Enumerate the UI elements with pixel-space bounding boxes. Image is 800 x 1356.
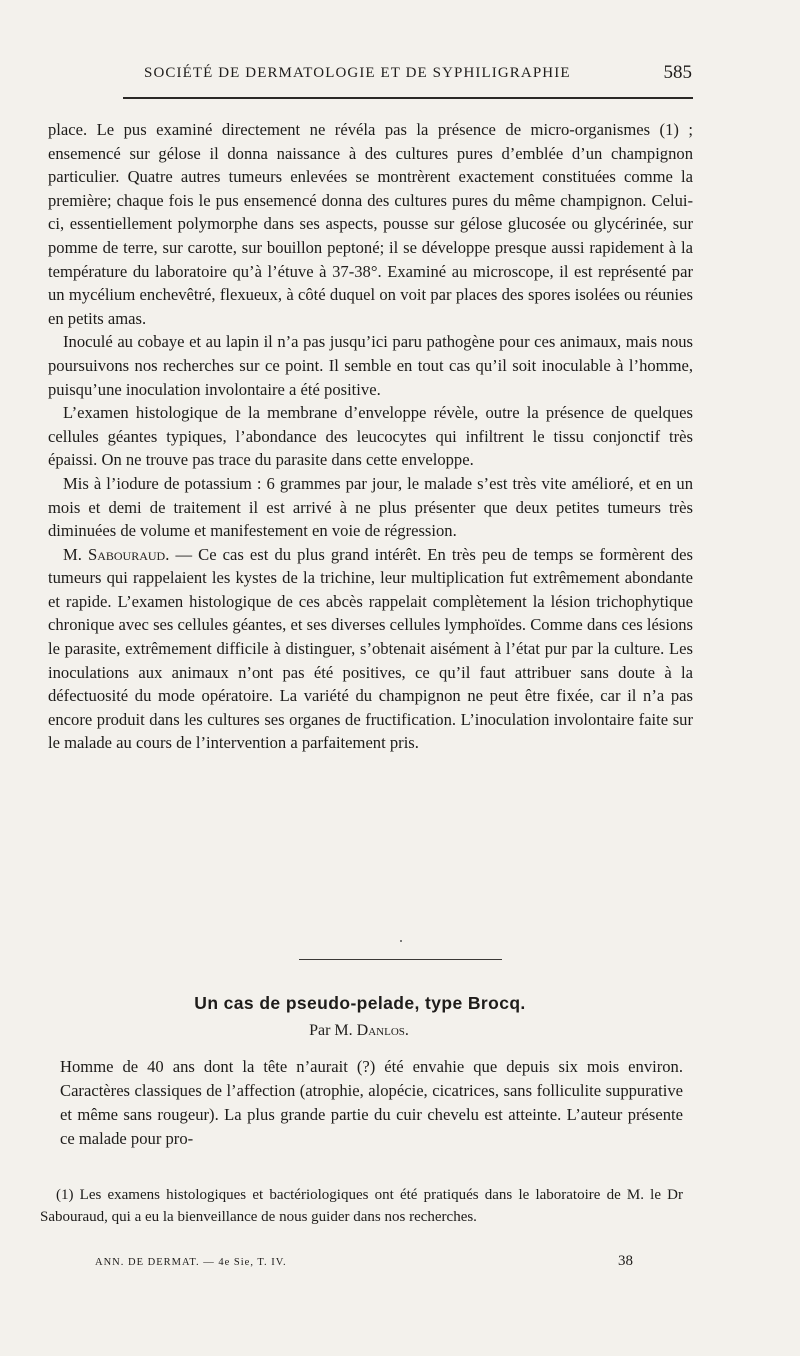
paragraph-sabouraud: [48, 543, 693, 755]
header-rule: [123, 97, 693, 99]
paragraph-4: Mis à l’iodure de potassium : 6 grammes par jour, le malade s’est très vite amélioré, et en un mois et demi de traitement il est arrivé à ne plus présenter que deux petites tumeurs très diminuées de volume et manifestement en voie de régression.: [48, 473, 693, 541]
paragraph-1: place. Le pus examiné directement ne révéla pas la présence de micro-organismes (1) ; ensemencé sur gélose il donna naissance à des cultures pures d’emblée d’un champignon particulier. Quatre autres tumeurs enlevées se montrèrent exactement constituées comme la première; chaque fois le pus ensemencé donna des cultures pures du même champignon. Celui-ci, essentiellement polymorphe dans ses aspects, pousse sur gélose glucosée ou glycérinée, sur pomme de terre, sur carotte, sur bouillon peptoné; il se développe presque aussi rapidement à la température du laboratoire qu’à l’étuve à 37-38°. Examiné au microscope, il est représenté par un mycélium enchevêtré, flexueux, à côté duquel on voit par places des spores isolées ou réunies en petits amas.: [48, 120, 693, 328]
paragraph-3: L’examen histologique de la membrane d’enveloppe révèle, outre la présence de quelques cellules géantes typiques, l’abondance des leucocytes qui infiltrent le tissu conjonctif très épaissi. On ne trouve pas trace du parasite dans cette enveloppe.: [48, 403, 693, 470]
section-author: [0, 1022, 718, 1040]
running-header: [120, 62, 692, 88]
section-title: Un cas de pseudo-pelade, type Brocq.: [194, 993, 526, 1013]
paragraph-2: Inoculé au cobaye et au lapin il n’a pas jusqu’ici paru pathogène pour ces animaux, mais nous poursuivons nos recherches sur ce point. Il semble en tout cas qu’il soit inoculable à l’homme, puisqu’une inoculation involontaire a été positive.: [48, 332, 693, 399]
signature-number: 38: [618, 1253, 633, 1269]
separator-dot: [400, 940, 402, 942]
printer-signature: ANN. DE DERMAT. — 4e Sie, T. IV.: [95, 1257, 287, 1268]
running-header-title: SOCIÉTÉ DE DERMATOLOGIE ET DE SYPHILIGRAPHIE: [144, 65, 571, 81]
author-prefix: Par M.: [309, 1022, 357, 1039]
body-text: [48, 118, 693, 755]
footnote: [40, 1184, 683, 1228]
page-number: 585: [663, 62, 692, 83]
speaker-remarks: — Ce cas est du plus grand intérêt. En très peu de temps se formèrent des tumeurs qui rappelaient les kystes de la trichine, leur multiplication fut extrêmement abondante et rapide. L’examen histologique de ces abcès rappelait complètement la lésion trichophytique chronique avec ses cellules géantes, et ses diverses cellules lymphoïdes. Comme dans ces lésions le parasite, extrêmement difficile à distinguer, s’obtenait aisément à l’état pur par la culture. Les inoculations aux animaux n’ont pas été positives, ce qu’il faut attribuer sans doute à la défectuosité du mode opératoire. La variété du champignon ne peut être fixée, car il n’a pas encore produit dans les cultures ses organes de fructification. L’inoculation involontaire faite sur le malade au cours de l’intervention a parfaitement pris.: [48, 544, 693, 753]
speaker-name: M. Sabouraud.: [63, 544, 170, 564]
section-text: [60, 1055, 683, 1151]
author-name: Danlos.: [356, 1022, 409, 1039]
footnote-text: (1) Les examens histologiques et bactériologiques ont été pratiqués dans le laboratoire de M. le Dr Sabouraud, qui a eu la bienveillance de nous guider dans nos recherches.: [40, 1187, 683, 1225]
section-paragraph: Homme de 40 ans dont la tête n’aurait (?) été envahie que depuis six mois environ. Caractères classiques de l’affection (atrophie, alopécie, cicatrices, sans folliculite suppurative et même sans rougeur). La plus grande partie du cuir chevelu est atteinte. L’auteur présente ce malade pour pro-: [60, 1057, 683, 1148]
section-separator-rule: [299, 959, 502, 960]
